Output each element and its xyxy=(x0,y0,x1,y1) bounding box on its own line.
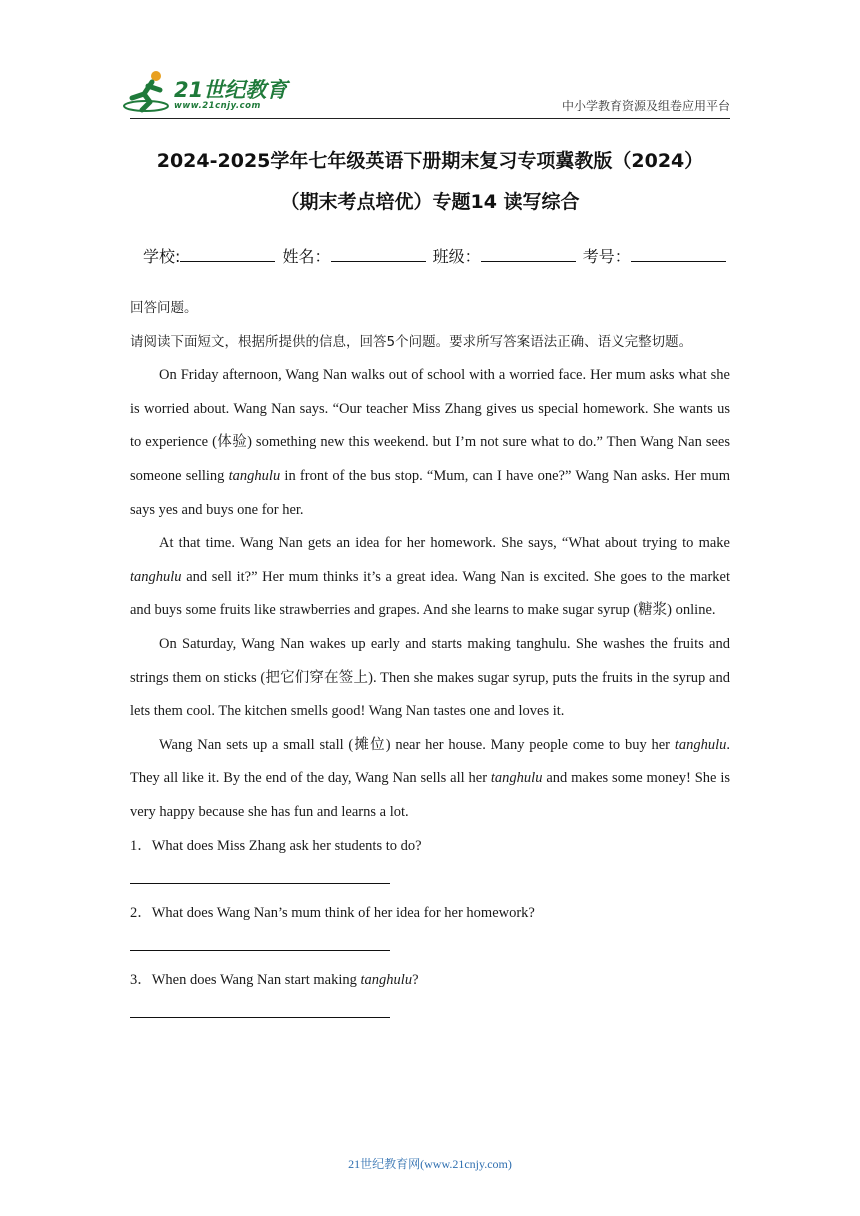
exam-number-label: 考号： xyxy=(582,247,631,266)
school-field[interactable] xyxy=(180,247,275,262)
page-subtitle: （期末考点培优）专题14 读写综合 xyxy=(280,191,580,213)
question-3: 3．When does Wang Nan start making tanghulu? xyxy=(130,971,419,988)
header-divider xyxy=(130,118,730,119)
question-1: 1．What does Miss Zhang ask her students to do? xyxy=(130,837,422,854)
answer-line-1[interactable] xyxy=(130,863,730,897)
italic-term: tanghulu xyxy=(360,971,413,988)
question-2: 2．What does Wang Nan’s mum think of her idea for her homework? xyxy=(130,904,535,921)
school-label: 学校: xyxy=(143,247,181,266)
instruction-heading: 回答问题。 xyxy=(130,300,198,316)
exam-number-field[interactable] xyxy=(631,247,726,262)
italic-term: tanghulu xyxy=(228,467,281,484)
runner-logo-icon xyxy=(122,68,178,116)
instruction-text: 请阅读下面短文，根据所提供的信息，回答5个问题。要求所写答案语法正确、语义完整切题。 xyxy=(130,333,693,350)
page-footer: 21世纪教育网(www.21cnjy.com) xyxy=(348,1157,512,1171)
page-title: 2024-2025学年七年级英语下册期末复习专项冀教版（2024） xyxy=(156,150,704,172)
logo-url: www.21cnjy.com xyxy=(174,101,261,111)
brand-logo xyxy=(122,68,292,116)
italic-term: tanghulu xyxy=(674,736,727,753)
answer-line-3[interactable] xyxy=(130,997,730,1031)
name-label: 姓名： xyxy=(282,247,331,266)
passage-paragraph-2: At that time. Wang Nan gets an idea for her homework. She says, “What about trying to make tanghulu and sell it?” Her mum thinks it’s a great idea. Wang Nan is excited. She goes to the market and buys some fruits like strawberries and grapes. And she learns to make sugar syrup (糖浆) online. xyxy=(130,535,730,619)
logo-text: 21世纪教育 xyxy=(174,78,288,102)
italic-term: tanghulu xyxy=(490,770,543,787)
platform-label: 中小学教育资源及组卷应用平台 xyxy=(561,99,730,113)
passage-paragraph-3: On Saturday, Wang Nan wakes up early and starts making tanghulu. She washes the fruits and strings them on sticks (把它们穿在签上). Then she makes sugar syrup, puts the fruits in the syrup and lets them cool. The kitchen smells good! Wang Nan tastes one and loves it. xyxy=(130,635,730,720)
class-field[interactable] xyxy=(481,247,576,262)
class-label: 班级： xyxy=(432,247,481,266)
name-field[interactable] xyxy=(331,247,426,262)
italic-term: tanghulu xyxy=(130,568,182,585)
answer-line-2[interactable] xyxy=(130,930,730,964)
student-info-line xyxy=(143,244,743,267)
passage-paragraph-1: On Friday afternoon, Wang Nan walks out of school with a worried face. Her mum asks what she is worried about. Wang Nan says. “Our teacher Miss Zhang gives us special homework. She wants us to experience (体验) something new this weekend. but I’m not sure what to do.” Then Wang Nan sees someone selling tanghulu in front of the bus stop. “Mum, can I have one?” Wang Nan asks. Her mum says yes and buys one for her. xyxy=(130,367,730,518)
passage-paragraph-4: Wang Nan sets up a small stall (摊位) near her house. Many people come to buy her tanghulu. They all like it. By the end of the day, Wang Nan sells all her tanghulu and makes some money! She is very happy because she has fun and learns a lot. xyxy=(130,736,730,820)
exercise-body xyxy=(130,292,730,1031)
